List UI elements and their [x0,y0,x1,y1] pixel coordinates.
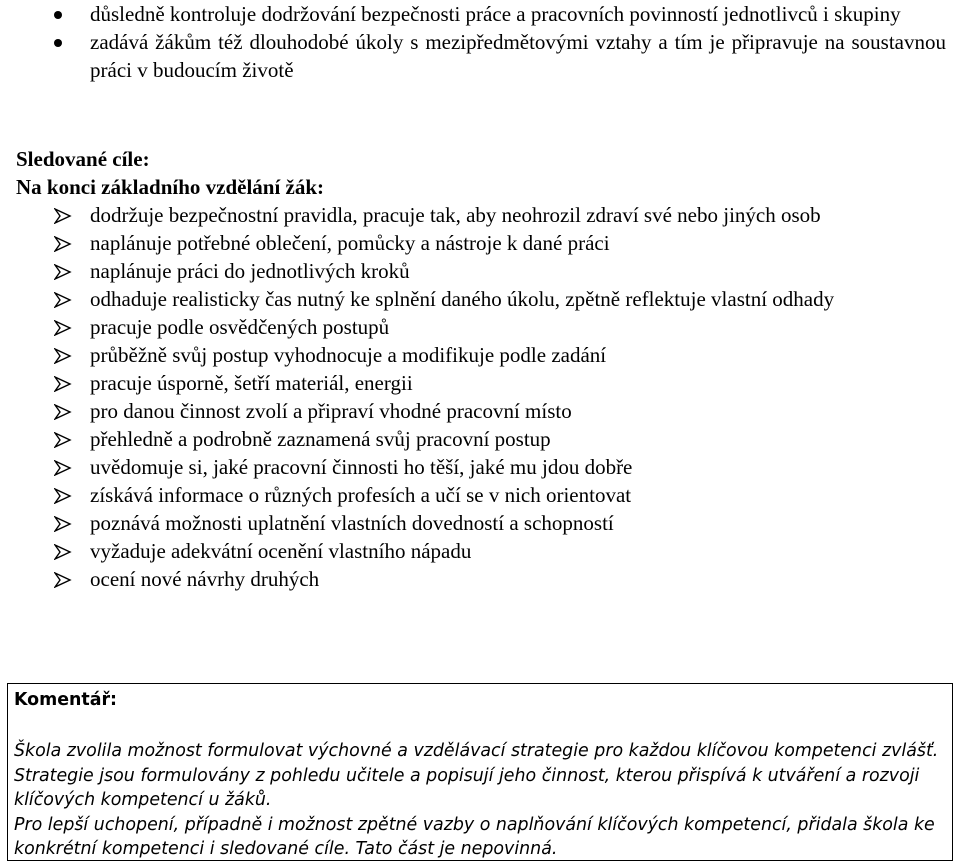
arrowhead-bullet-icon [54,376,72,392]
bullet-item [54,28,946,84]
goal-text: naplánuje potřebné oblečení, pomůcky a nástroje k dané práci [90,231,610,255]
goal-item [54,565,946,593]
arrowhead-bullet-icon [54,264,72,280]
goals-subtitle: Na konci základního vzdělání žák: [16,175,325,199]
arrowhead-bullet-icon [54,320,72,336]
goal-item [54,369,946,397]
goal-text: pracuje podle osvědčených postupů [90,315,390,339]
goals-title: Sledované cíle: [16,147,150,171]
comment-paragraph: Pro lepší uchopení, případně i možnost zpětné vazby o naplňování klíčových kompetencí, přidala škola ke konkrétní kompetenci i sledované cíle. Tato část je nepovinná. [14,814,935,859]
arrowhead-bullet-icon [54,432,72,448]
strategy-bullet-list [54,0,946,84]
arrowhead-bullet-icon [54,516,72,532]
arrowhead-bullet-icon [54,544,72,560]
goal-text: pracuje úsporně, šetří materiál, energii [90,371,413,395]
comment-box [7,683,953,861]
bullet-dot-icon [54,11,62,19]
goal-text: odhaduje realisticky čas nutný ke splnění daného úkolu, zpětně reflektuje vlastní odhady [90,287,835,311]
goal-text: ocení nové návrhy druhých [90,567,320,591]
goal-item [54,201,946,229]
goal-item [54,453,946,481]
goal-item [54,313,946,341]
goal-item [54,257,946,285]
arrowhead-bullet-icon [54,404,72,420]
bullet-dot-icon [54,39,62,47]
bullet-text: důsledně kontroluje dodržování bezpečnosti práce a pracovních povinností jednotlivců i skupiny [90,2,901,26]
goal-item [54,509,946,537]
goal-text: získává informace o různých profesích a učí se v nich orientovat [90,483,632,507]
goal-text: uvědomuje si, jaké pracovní činnosti ho těší, jaké mu jdou dobře [90,455,633,479]
arrowhead-bullet-icon [54,292,72,308]
bullet-item [54,0,946,28]
goal-item [54,537,946,565]
goal-item [54,341,946,369]
arrowhead-bullet-icon [54,488,72,504]
arrowhead-bullet-icon [54,460,72,476]
bullet-text: zadává žákům též dlouhodobé úkoly s mezipředmětovými vztahy a tím je připravuje na soustavnou práci v budoucím životě [90,30,946,82]
goal-item [54,285,946,313]
arrowhead-bullet-icon [54,572,72,588]
goal-text: přehledně a podrobně zaznamená svůj pracovní postup [90,427,551,451]
goal-item [54,229,946,257]
goal-text: vyžaduje adekvátní ocenění vlastního nápadu [90,539,472,563]
comment-body [14,739,944,862]
goal-item [54,425,946,453]
goal-text: naplánuje práci do jednotlivých kroků [90,259,410,283]
comment-title: Komentář: [14,690,117,710]
goal-item [54,481,946,509]
goals-list [54,201,946,593]
goal-text: dodržuje bezpečnostní pravidla, pracuje tak, aby neohrozil zdraví své nebo jiných osob [90,203,821,227]
arrowhead-bullet-icon [54,348,72,364]
goal-text: pro danou činnost zvolí a připraví vhodné pracovní místo [90,399,572,423]
goal-text: poznává možnosti uplatnění vlastních dovedností a schopností [90,511,614,535]
goal-item [54,397,946,425]
arrowhead-bullet-icon [54,236,72,252]
comment-paragraph: Škola zvolila možnost formulovat výchovné a vzdělávací strategie pro každou klíčovou kompetenci zvlášť. Strategie jsou formulovány z pohledu učitele a popisují jeho činnost, kterou přispívá k utváření a rozvoji klíčových kompetencí u žáků. [14,741,939,810]
arrowhead-bullet-icon [54,208,72,224]
goal-text: průběžně svůj postup vyhodnocuje a modifikuje podle zadání [90,343,607,367]
